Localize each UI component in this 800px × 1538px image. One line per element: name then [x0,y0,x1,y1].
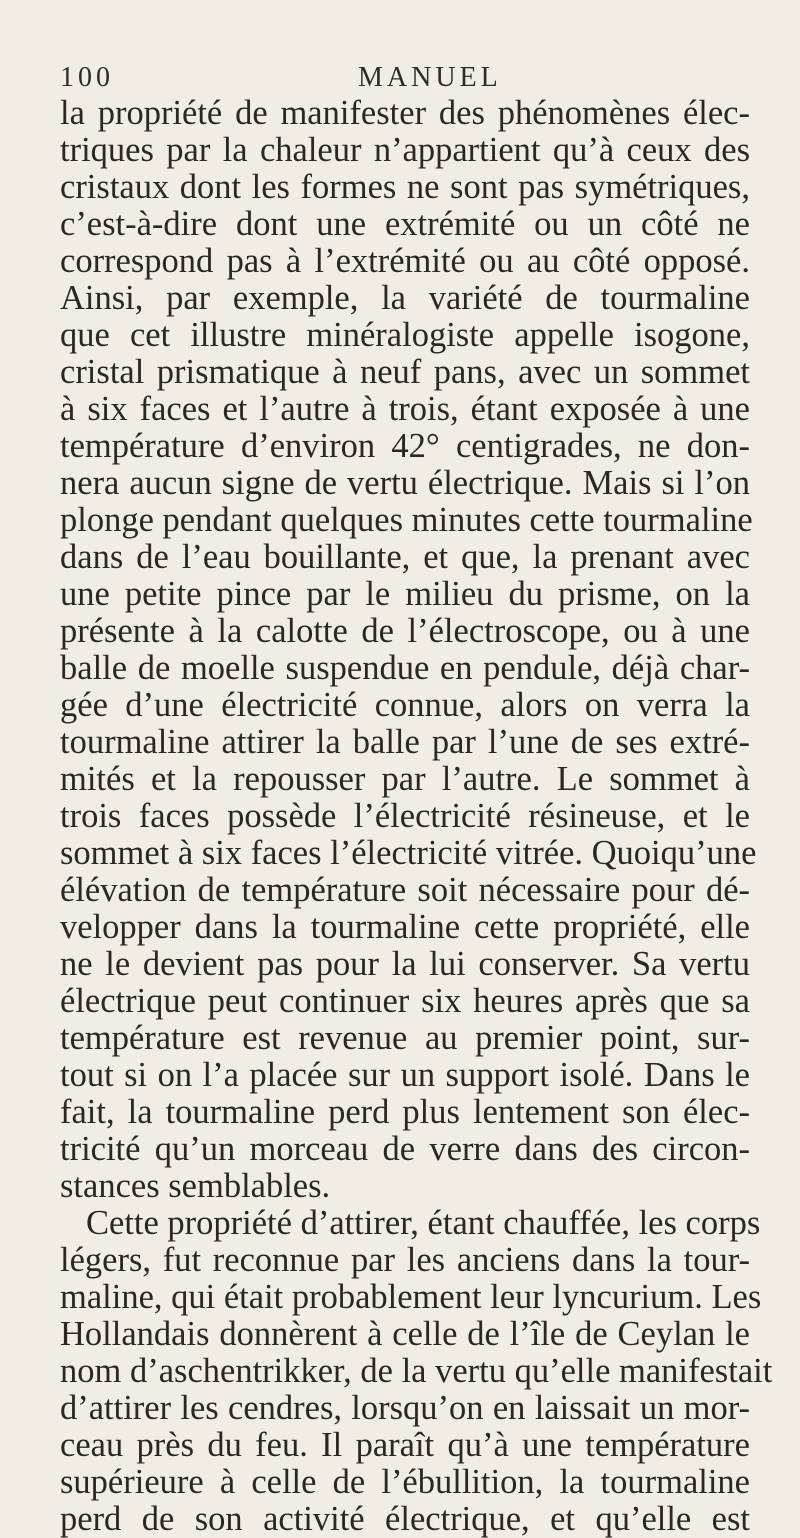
text-line: à six faces et l’autre à trois, étant exposée à une [60,390,750,428]
text-line-paragraph-end: stances semblables. [60,1167,331,1205]
text-line: c’est-à-dire dont une extrémité ou un côté ne [60,205,750,243]
text-line: ceau près du feu. Il paraît qu’à une température [60,1426,750,1464]
text-line: perd de son activité électrique, et qu’elle est [60,1500,750,1538]
text-line: présente à la calotte de l’électroscope, ou à une [60,612,750,650]
text-line: température est revenue au premier point, sur- [60,1019,750,1057]
text-line: mités et la repousser par l’autre. Le sommet à [60,760,750,798]
text-line: gée d’une électricité connue, alors on verra la [60,686,750,724]
text-line: tout si on l’a placée sur un support isolé. Dans le [60,1056,750,1094]
text-line: élévation de température soit nécessaire pour dé- [60,871,750,909]
text-line: légers, fut reconnue par les anciens dans la tour- [60,1241,750,1279]
text-line: dans de l’eau bouillante, et que, la prenant avec [60,538,750,576]
text-line: nera aucun signe de vertu électrique. Mais si l’on [60,464,750,502]
text-line-paragraph-start: Cette propriété d’attirer, étant chauffée, les corps [86,1204,761,1242]
text-line: d’attirer les cendres, lorsqu’on en laissait un mor- [60,1389,750,1427]
text-line: plonge pendant quelques minutes cette tourmaline [60,501,753,539]
text-line: cristaux dont les formes ne sont pas symétriques, [60,168,750,206]
text-line: balle de moelle suspendue en pendule, déjà char- [60,649,750,687]
text-line: nom d’aschentrikker, de la vertu qu’elle manifestait [60,1352,773,1390]
text-line: maline, qui était probablement leur lyncurium. Les [60,1278,762,1316]
text-line: triques par la chaleur n’appartient qu’à ceux des [60,131,750,169]
text-line: trois faces possède l’électricité résineuse, et le [60,797,750,835]
running-title: MANUEL [358,62,502,93]
text-line: une petite pince par le milieu du prisme, on la [60,575,750,613]
text-line: Hollandais donnèrent à celle de l’île de Ceylan le [60,1315,750,1353]
text-line: la propriété de manifester des phénomènes élec- [60,94,750,132]
page-number: 100 [60,62,114,93]
text-line: électrique peut continuer six heures après que sa [60,982,750,1020]
text-line: supérieure à celle de l’ébullition, la tourmaline [60,1463,750,1501]
text-line: ne le devient pas pour la lui conserver. Sa vertu [60,945,750,983]
text-line: velopper dans la tourmaline cette propriété, elle [60,908,750,946]
text-line: tricité qu’un morceau de verre dans des circon- [60,1130,750,1168]
text-line: cristal prismatique à neuf pans, avec un sommet [60,353,750,391]
body-text [60,94,773,1538]
text-line: fait, la tourmaline perd plus lentement son élec- [60,1093,750,1131]
text-line: Ainsi, par exemple, la variété de tourmaline [60,279,750,317]
text-line: que cet illustre minéralogiste appelle isogone, [60,316,750,354]
text-line: sommet à six faces l’électricité vitrée. Quoiqu’une [60,834,757,872]
text-line: correspond pas à l’extrémité ou au côté opposé. [60,242,750,280]
page-header [60,62,740,96]
text-line: tourmaline attirer la balle par l’une de ses extré- [60,723,750,761]
text-line: température d’environ 42° centigrades, ne don- [60,427,750,465]
